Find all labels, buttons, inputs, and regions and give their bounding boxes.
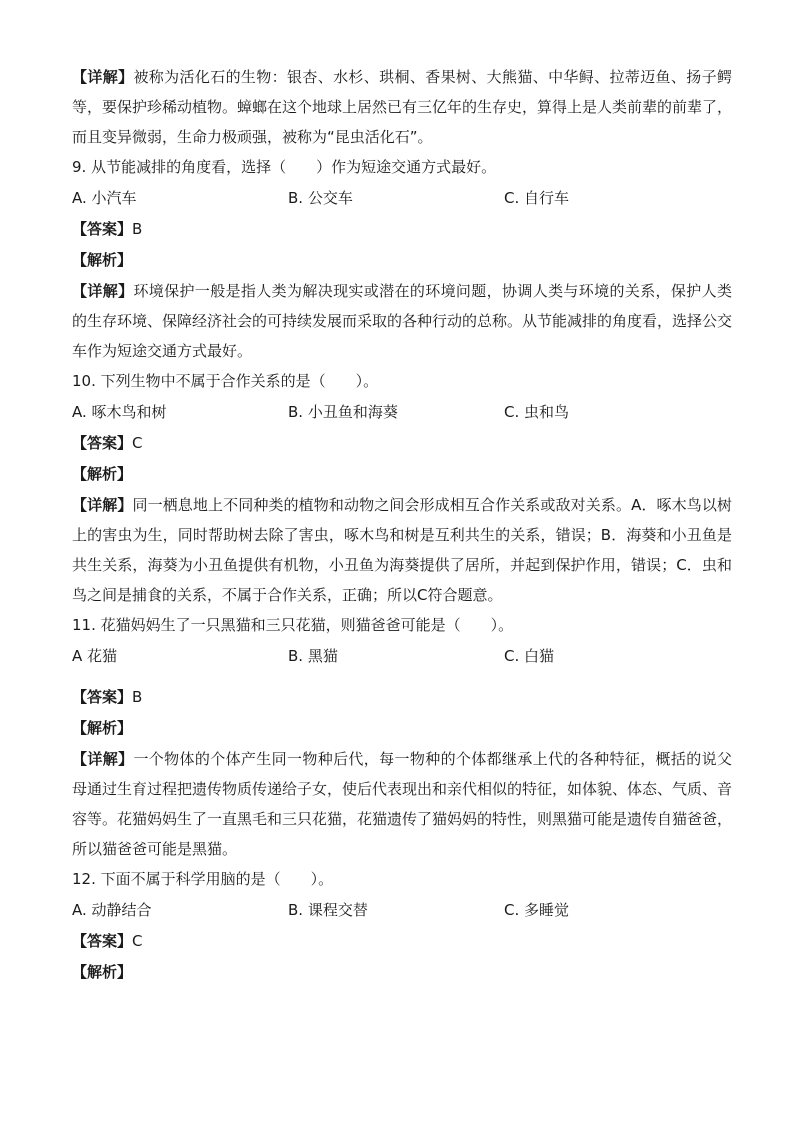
question-10: 10. 下列生物中不属于合作关系的是（ ）。 <box>72 372 379 390</box>
question-11-options <box>72 641 732 672</box>
answer-value: B <box>132 688 143 706</box>
analysis-label: 【解析】 <box>72 251 133 269</box>
analysis-label: 【解析】 <box>72 465 133 483</box>
question-9: 9. 从节能减排的角度看，选择（ ）作为短途交通方式最好。 <box>72 158 497 176</box>
answer-11 <box>72 682 732 713</box>
detail-paragraph <box>72 490 732 610</box>
answer-value: B <box>132 220 143 238</box>
answer-value: C <box>132 932 143 950</box>
answer-label: 【答案】 <box>72 434 133 452</box>
document-page <box>72 62 732 988</box>
answer-10 <box>72 428 732 459</box>
detail-text: 一个物体的个体产生同一物种后代，每一物种的个体都继承上代的各种特征，概括的说父母通过生育过程把遗传物质传递给子女，使后代表现出和亲代相似的特征，如体貌、体态、气质、音容等。花猫妈妈生了一直黑毛和三只花猫，花猫遗传了猫妈妈的特性，则黑猫可能是遗传自猫爸爸，所以猫爸爸可能是黑猫。 <box>72 750 733 858</box>
question-10-options <box>72 397 732 428</box>
option-a: A. 动静结合 <box>72 901 152 919</box>
option-c: C. 自行车 <box>504 189 570 207</box>
question-12-options <box>72 895 732 926</box>
option-b: B. 小丑鱼和海葵 <box>288 403 398 421</box>
analysis-label: 【解析】 <box>72 963 133 981</box>
option-b: B. 公交车 <box>288 189 353 207</box>
detail-text: 环境保护一般是指人类为解决现实或潜在的环境问题，协调人类与环境的关系，保护人类的生存环境、保障经济社会的可持续发展而采取的各种行动的总称。从节能减排的角度看，选择公交车作为短途交通方式最好。 <box>72 282 733 360</box>
question-11: 11. 花猫妈妈生了一只黑猫和三只花猫，则猫爸爸可能是（ ）。 <box>72 616 514 634</box>
option-b: B. 课程交替 <box>288 901 368 919</box>
answer-12 <box>72 926 732 957</box>
detail-label: 【详解】 <box>72 282 134 300</box>
answer-label: 【答案】 <box>72 688 133 706</box>
option-a: A 花猫 <box>72 647 118 665</box>
option-a: A. 啄木鸟和树 <box>72 403 167 421</box>
question-12: 12. 下面不属于科学用脑的是（ ）。 <box>72 870 334 888</box>
detail-paragraph <box>72 276 732 366</box>
option-c: C. 多睡觉 <box>504 901 570 919</box>
detail-text: 被称为活化石的生物：银杏、水杉、珙桐、香果树、大熊猫、中华鲟、拉蒂迈鱼、扬子鳄等，要保护珍稀动植物。蟑螂在这个地球上居然已有三亿年的生存史，算得上是人类前辈的前辈了，而且变异微弱，生命力极顽强，被称为“昆虫活化石”。 <box>72 68 733 146</box>
option-c: C. 虫和鸟 <box>504 403 570 421</box>
detail-label: 【详解】 <box>72 750 134 768</box>
detail-label: 【详解】 <box>72 496 133 514</box>
detail-text: 同一栖息地上不同种类的植物和动物之间会形成相互合作关系或敌对关系。A．啄木鸟以树上的害虫为生，同时帮助树去除了害虫，啄木鸟和树是互利共生的关系，错误；B．海葵和小丑鱼是共生关系，海葵为小丑鱼提供有机物，小丑鱼为海葵提供了居所，并起到保护作用，错误；C．虫和鸟之间是捕食的关系，不属于合作关系，正确；所以C符合题意。 <box>72 496 732 604</box>
option-a: A. 小汽车 <box>72 189 137 207</box>
question-9-options <box>72 183 732 214</box>
analysis-label: 【解析】 <box>72 719 133 737</box>
answer-value: C <box>132 434 143 452</box>
answer-9 <box>72 214 732 245</box>
answer-label: 【答案】 <box>72 220 133 238</box>
detail-label: 【详解】 <box>72 68 134 86</box>
detail-paragraph <box>72 62 732 152</box>
detail-paragraph <box>72 744 732 864</box>
spacer <box>72 672 732 682</box>
option-c: C. 白猫 <box>504 647 555 665</box>
option-b: B. 黑猫 <box>288 647 338 665</box>
answer-label: 【答案】 <box>72 932 133 950</box>
